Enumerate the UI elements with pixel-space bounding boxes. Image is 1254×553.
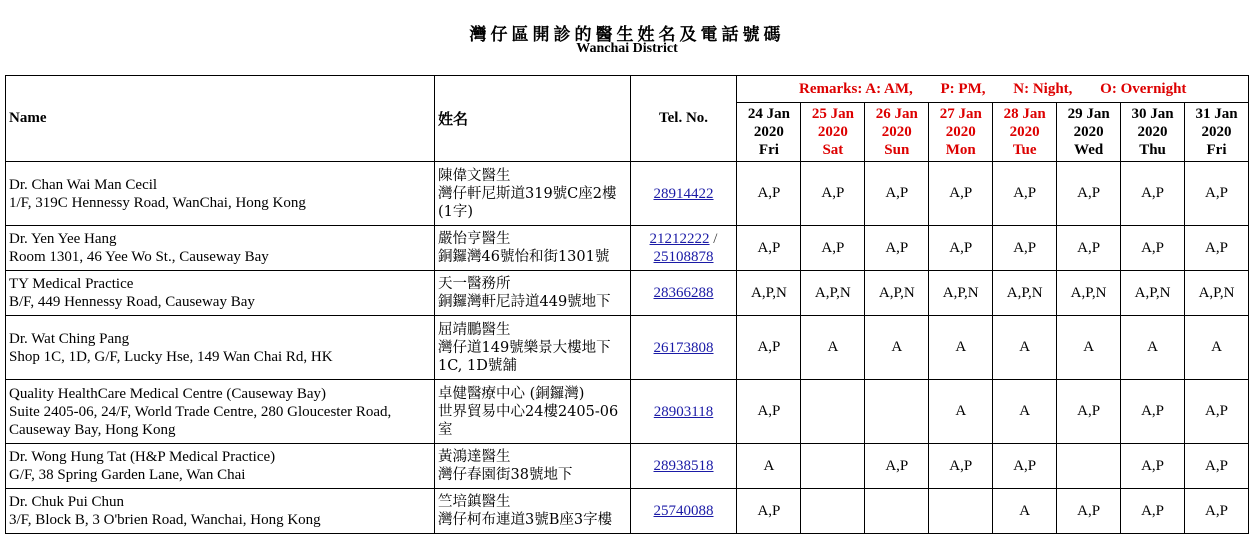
schedule-cell: A,P — [801, 226, 865, 271]
date-day: 25 Jan — [811, 106, 854, 122]
doctor-chinese-name — [435, 316, 631, 380]
doctor-chinese-name — [435, 271, 631, 316]
phone-link[interactable]: 28938518 — [653, 458, 714, 474]
date-header — [801, 103, 865, 162]
schedule-cell — [1057, 444, 1121, 489]
date-year: 2020 — [1201, 124, 1232, 140]
schedule-cell: A,P — [1121, 226, 1185, 271]
schedule-cell: A — [993, 316, 1057, 380]
phone-link[interactable]: 26173808 — [653, 339, 714, 356]
schedule-cell: A — [865, 316, 929, 380]
header-chinese-name: 姓名 — [435, 76, 631, 162]
doctor-chinese-name-line: 灣仔道149號樂景大樓地下 — [438, 339, 611, 356]
clinic-schedule-table — [5, 75, 1249, 534]
table-row — [6, 444, 1249, 489]
date-day: 28 Jan — [1003, 106, 1046, 122]
schedule-cell: A,P — [865, 226, 929, 271]
schedule-cell: A — [1057, 316, 1121, 380]
tel-cell — [630, 380, 737, 444]
schedule-cell: A,P — [801, 162, 865, 226]
schedule-cell: A,P — [929, 162, 993, 226]
doctor-chinese-name-line: 竺培鎮醫生 — [438, 494, 511, 510]
doctor-name — [6, 316, 435, 380]
phone-link[interactable]: 28903118 — [653, 403, 714, 420]
table-row — [6, 316, 1249, 380]
schedule-cell: A,P,N — [929, 271, 993, 316]
date-header — [1121, 103, 1185, 162]
remarks-am: Remarks: A: AM, — [799, 80, 913, 97]
doctor-name-line: Dr. Chan Wai Man Cecil — [9, 176, 158, 193]
doctor-chinese-name-line: (1字) — [438, 203, 474, 220]
doctor-chinese-name-line: 銅鑼灣軒尼詩道449號地下 — [438, 294, 611, 310]
date-year: 2020 — [1137, 124, 1168, 140]
doctor-name-line: Room 1301, 46 Yee Wo St., Causeway Bay — [9, 249, 269, 265]
doctor-chinese-name-line: 灣仔柯布連道3號B座3字樓 — [438, 512, 613, 528]
schedule-cell: A,P — [737, 226, 801, 271]
schedule-cell: A — [929, 316, 993, 380]
doctor-chinese-name-line: 室 — [438, 421, 453, 438]
header-name: Name — [6, 76, 435, 162]
doctor-chinese-name-line: 卓健醫療中心 (銅鑼灣) — [438, 385, 585, 402]
schedule-cell: A,P — [1185, 489, 1249, 534]
schedule-cell: A,P,N — [993, 271, 1057, 316]
date-dow: Sat — [822, 142, 844, 158]
date-dow: Thu — [1139, 142, 1166, 158]
schedule-cell: A,P — [993, 444, 1057, 489]
date-year: 2020 — [881, 124, 912, 140]
doctor-chinese-name — [435, 162, 631, 226]
doctor-chinese-name — [435, 444, 631, 489]
schedule-cell: A,P,N — [801, 271, 865, 316]
phone-link[interactable]: 28366288 — [653, 285, 714, 301]
date-year: 2020 — [945, 124, 976, 140]
schedule-cell: A,P,N — [1121, 271, 1185, 316]
schedule-cell: A — [1185, 316, 1249, 380]
schedule-cell — [865, 489, 929, 534]
date-day: 31 Jan — [1195, 106, 1238, 122]
doctor-chinese-name-line: 灣仔軒尼斯道319號C座2樓 — [438, 185, 617, 202]
doctor-name-line: TY Medical Practice — [9, 276, 134, 292]
date-day: 27 Jan — [939, 106, 982, 122]
doctor-name-line: Dr. Wong Hung Tat (H&P Medical Practice) — [9, 449, 276, 465]
table-row — [6, 162, 1249, 226]
date-day: 30 Jan — [1131, 106, 1174, 122]
date-header — [1057, 103, 1121, 162]
doctor-name — [6, 380, 435, 444]
schedule-cell: A,P — [865, 444, 929, 489]
schedule-cell: A,P — [865, 162, 929, 226]
schedule-cell: A,P,N — [865, 271, 929, 316]
doctor-chinese-name-line: 世界貿易中心24樓2405-06 — [438, 403, 619, 420]
page-title: 灣仔區開診的醫生姓名及電話號碼 — [469, 25, 785, 45]
table-row — [6, 380, 1249, 444]
doctor-name-line: Dr. Wat Ching Pang — [9, 330, 130, 347]
tel-cell — [630, 316, 737, 380]
header-tel: Tel. No. — [630, 76, 737, 162]
doctor-name-line: Shop 1C, 1D, G/F, Lucky Hse, 149 Wan Chai Rd, HK — [9, 348, 333, 365]
date-dow: Fri — [758, 142, 779, 158]
schedule-cell: A,P — [737, 162, 801, 226]
table-row — [6, 489, 1249, 534]
date-header — [865, 103, 929, 162]
doctor-chinese-name — [435, 489, 631, 534]
doctor-chinese-name-line: 陳偉文醫生 — [438, 167, 511, 184]
schedule-cell: A,P — [1185, 380, 1249, 444]
schedule-cell: A — [993, 489, 1057, 534]
schedule-cell: A,P — [929, 444, 993, 489]
remarks-legend — [737, 76, 1249, 103]
date-header — [737, 103, 801, 162]
doctor-name-line: 1/F, 319C Hennessy Road, WanChai, Hong Kong — [9, 194, 306, 211]
date-year: 2020 — [1009, 124, 1040, 140]
doctor-chinese-name-line: 屈靖鵬醫生 — [438, 321, 511, 338]
doctor-name — [6, 271, 435, 316]
doctor-chinese-name-line: 黃鴻達醫生 — [438, 449, 511, 465]
schedule-cell: A,P — [1185, 162, 1249, 226]
date-day: 29 Jan — [1067, 106, 1110, 122]
schedule-cell: A,P — [737, 489, 801, 534]
date-dow: Wed — [1074, 142, 1104, 158]
doctor-chinese-name-line: 灣仔春園街38號地下 — [438, 467, 573, 483]
tel-cell — [630, 226, 737, 271]
schedule-cell: A,P — [993, 162, 1057, 226]
tel-cell — [630, 444, 737, 489]
schedule-cell: A,P — [737, 316, 801, 380]
date-header — [1185, 103, 1249, 162]
doctor-name — [6, 162, 435, 226]
doctor-name-line: B/F, 449 Hennessy Road, Causeway Bay — [9, 294, 255, 310]
date-header — [993, 103, 1057, 162]
schedule-cell — [929, 489, 993, 534]
schedule-cell: A,P — [737, 380, 801, 444]
doctor-name — [6, 489, 435, 534]
schedule-cell: A,P — [1121, 444, 1185, 489]
phone-link[interactable]: 28914422 — [653, 185, 714, 202]
schedule-cell: A,P — [993, 226, 1057, 271]
schedule-cell: A,P,N — [1057, 271, 1121, 316]
doctor-name-line: Dr. Chuk Pui Chun — [9, 494, 125, 510]
schedule-cell: A,P — [1057, 162, 1121, 226]
schedule-cell: A — [993, 380, 1057, 444]
date-header — [929, 103, 993, 162]
phone-link[interactable]: 25740088 — [653, 503, 714, 519]
doctor-chinese-name-line: 天一醫務所 — [438, 276, 511, 292]
remarks-night: N: Night, — [1013, 80, 1073, 97]
schedule-cell: A — [929, 380, 993, 444]
remarks-pm: P: PM, — [940, 80, 986, 97]
schedule-cell: A — [801, 316, 865, 380]
schedule-cell: A,P — [929, 226, 993, 271]
schedule-cell: A,P — [1057, 226, 1121, 271]
schedule-cell — [801, 489, 865, 534]
date-year: 2020 — [753, 124, 784, 140]
doctor-name-line: Suite 2405-06, 24/F, World Trade Centre, 280 Gloucester Road, — [9, 403, 392, 420]
doctor-chinese-name-line: 嚴怡亨醫生 — [438, 231, 511, 247]
date-day: 26 Jan — [875, 106, 918, 122]
tel-cell — [630, 162, 737, 226]
date-day: 24 Jan — [747, 106, 790, 122]
phone-link[interactable]: 25108878 — [653, 249, 714, 265]
schedule-cell — [801, 380, 865, 444]
tel-cell — [630, 271, 737, 316]
doctor-name-line: Quality HealthCare Medical Centre (Causeway Bay) — [9, 385, 326, 402]
schedule-cell: A,P — [1121, 489, 1185, 534]
schedule-cell: A,P — [1121, 162, 1185, 226]
schedule-cell — [865, 380, 929, 444]
schedule-cell: A — [1121, 316, 1185, 380]
table-row — [6, 226, 1249, 271]
date-dow: Sun — [884, 142, 910, 158]
schedule-cell: A,P — [1057, 380, 1121, 444]
doctor-chinese-name — [435, 226, 631, 271]
date-dow: Fri — [1206, 142, 1227, 158]
doctor-name-line: G/F, 38 Spring Garden Lane, Wan Chai — [9, 467, 246, 483]
doctor-name — [6, 226, 435, 271]
schedule-cell: A,P,N — [737, 271, 801, 316]
doctor-chinese-name — [435, 380, 631, 444]
doctor-chinese-name-line: 銅鑼灣46號怡和街1301號 — [438, 249, 610, 265]
tel-cell — [630, 489, 737, 534]
page-subtitle: Wanchai District — [576, 41, 678, 56]
schedule-cell: A,P,N — [1185, 271, 1249, 316]
doctor-name-line: Causeway Bay, Hong Kong — [9, 421, 176, 438]
remarks-overnight: O: Overnight — [1100, 80, 1187, 97]
date-year: 2020 — [1073, 124, 1104, 140]
schedule-cell: A — [737, 444, 801, 489]
date-dow: Mon — [945, 142, 976, 158]
schedule-cell: A,P — [1121, 380, 1185, 444]
date-year: 2020 — [817, 124, 848, 140]
schedule-cell — [801, 444, 865, 489]
schedule-cell: A,P — [1185, 444, 1249, 489]
doctor-name-line: Dr. Yen Yee Hang — [9, 231, 117, 247]
phone-link[interactable]: 21212222 — [649, 231, 710, 247]
date-dow: Tue — [1012, 142, 1037, 158]
doctor-chinese-name-line: 1C, 1D號舖 — [438, 357, 517, 374]
tel-separator: / — [709, 231, 718, 247]
doctor-name — [6, 444, 435, 489]
schedule-cell: A,P — [1057, 489, 1121, 534]
schedule-cell: A,P — [1185, 226, 1249, 271]
doctor-name-line: 3/F, Block B, 3 O'brien Road, Wanchai, Hong Kong — [9, 512, 321, 528]
table-row — [6, 271, 1249, 316]
